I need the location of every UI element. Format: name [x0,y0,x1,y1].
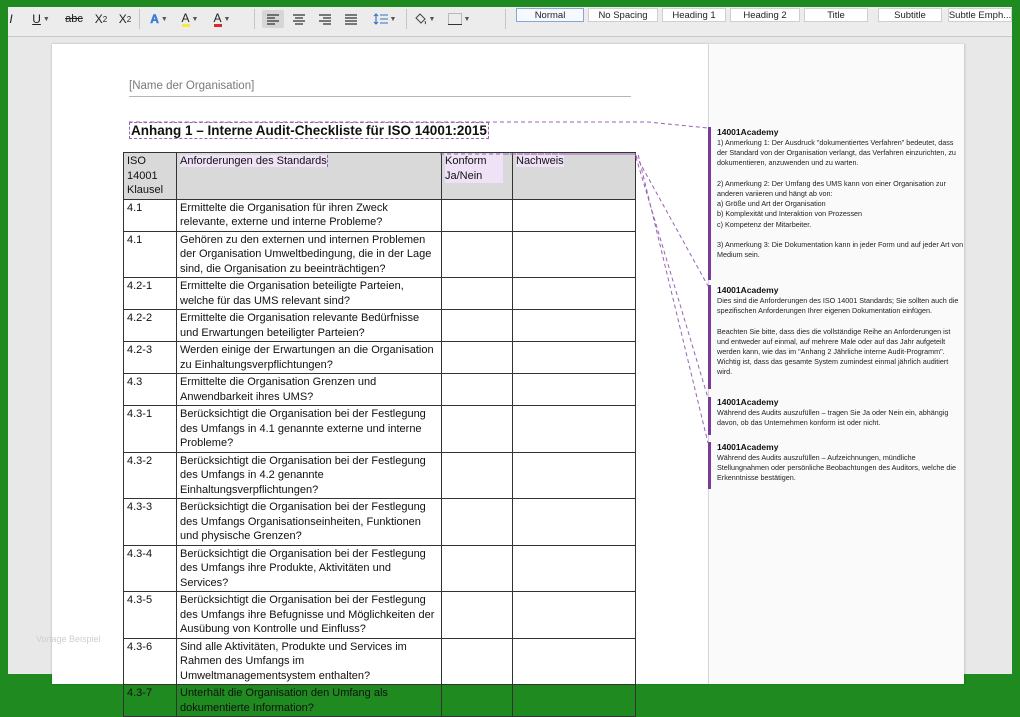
underline-button[interactable] [28,10,54,28]
style-heading-1[interactable]: Heading 1 [662,8,726,22]
cell-clause[interactable]: 4.3-3 [124,499,177,546]
cell-conform[interactable] [442,310,513,342]
formatting-ribbon [8,7,1012,37]
table-row [124,199,636,231]
align-right-button[interactable] [314,10,336,28]
cell-conform[interactable] [442,638,513,685]
cell-evidence[interactable] [513,406,636,453]
highlight-button[interactable] [176,10,204,28]
cell-conform[interactable] [442,545,513,592]
comment-author: 14001Academy [717,285,779,295]
cell-requirement[interactable]: Berücksichtigt die Organisation bei der Festlegung des Umfangs Organisationseinheiten, Funktionen und physische Grenzen? [177,499,442,546]
header-clause[interactable]: ISO 14001 Klausel [124,153,177,200]
style-title[interactable]: Title [804,8,868,22]
cell-evidence[interactable] [513,499,636,546]
chevron-down-icon[interactable]: ▼ [42,15,50,23]
cell-evidence[interactable] [513,592,636,639]
superscript-mark: 2 [126,14,132,24]
cell-evidence[interactable] [513,545,636,592]
ribbon-divider [139,9,140,29]
commented-title-text[interactable]: Anhang 1 – Interne Audit-Checkliste für ISO 14001:2015 [131,123,487,138]
cell-evidence[interactable] [513,685,636,717]
text-effects-button[interactable] [145,10,173,28]
font-color-icon: A [213,10,222,25]
cell-requirement[interactable]: Berücksichtigt die Organisation bei der Festlegung des Umfangs ihre Befugnisse und Möglichkeiten der Ausübung von Kontrolle und Einfluss? [177,592,442,639]
cell-evidence[interactable] [513,231,636,278]
align-center-button[interactable] [288,10,310,28]
cell-requirement[interactable]: Unterhält die Organisation den Umfang als dokumentierte Information? [177,685,442,717]
style-normal[interactable]: Normal [516,8,584,22]
header-requirements[interactable] [177,153,442,200]
cell-evidence[interactable] [513,638,636,685]
chevron-down-icon[interactable]: ▼ [428,15,436,23]
cell-evidence[interactable] [513,374,636,406]
table-row [124,278,636,310]
table-row [124,374,636,406]
comment-balloon[interactable] [708,397,964,435]
cell-clause[interactable]: 4.2-3 [124,342,177,374]
justify-button[interactable] [340,10,362,28]
cell-requirement[interactable]: Werden einige der Erwartungen an die Organisation zu Einhaltungsverpflichtungen? [177,342,442,374]
cell-clause[interactable]: 4.3-4 [124,545,177,592]
cell-requirement[interactable]: Ermittelte die Organisation Grenzen und Anwendbarkeit ihres UMS? [177,374,442,406]
style-subtle-emphasis[interactable]: Subtle Emph... [948,9,1012,21]
cell-requirement[interactable]: Gehören zu den externen und internen Problemen der Organisation Umweltbedingung, die in der Lage sind, die Organisation zu beeinträchtigen? [177,231,442,278]
chevron-down-icon[interactable]: ▼ [223,15,231,23]
cell-conform[interactable] [442,406,513,453]
document-page[interactable] [52,44,708,714]
shading-button[interactable] [410,10,438,28]
subscript-mark: 2 [102,14,108,24]
cell-evidence[interactable] [513,310,636,342]
cell-clause[interactable]: 4.3 [124,374,177,406]
ribbon-divider [406,9,407,29]
cell-evidence[interactable] [513,278,636,310]
borders-button[interactable] [444,10,474,28]
document-title[interactable] [129,123,489,138]
italic-button[interactable]: I [9,12,13,26]
style-heading-2[interactable]: Heading 2 [730,8,800,22]
align-left-button[interactable] [262,10,284,28]
justify-icon [345,14,357,24]
chevron-down-icon[interactable]: ▼ [191,15,199,23]
ribbon-divider [254,9,255,29]
organization-name-placeholder[interactable]: [Name der Organisation] [129,80,631,97]
cell-conform[interactable] [442,685,513,717]
table-row [124,231,636,278]
align-right-icon [319,14,331,24]
header-evidence[interactable] [513,153,636,200]
cell-requirement[interactable]: Ermittelte die Organisation relevante Bedürfnisse und Erwartungen beteiligter Parteien? [177,310,442,342]
cell-conform[interactable] [442,278,513,310]
comment-author: 14001Academy [717,397,779,407]
chevron-down-icon[interactable]: ▼ [463,15,471,23]
comment-balloon[interactable] [708,442,964,489]
style-subtitle[interactable]: Subtitle [878,8,942,22]
cell-clause[interactable]: 4.3-1 [124,406,177,453]
comment-text: 1) Anmerkung 1: Der Ausdruck "dokumentiertes Verfahren" bedeutet, dass der Standard von der Organisation verlangt, das Verfahren einzurichten, zu dokumentieren, anzuwenden und zu warten. 2) Anmerkung 2: Der Umfang des UMS kann von einer Organisation zur anderen variieren und hängt ab von: a) Größe und Art der Organisation b) Komplexität und Interaktion von Prozessen c) Kompetenz der Mitarbeiter. 3) Anmerkung 3: Die Dokumentation kann in jeder Form und auf jeder Art von Medium sein. [717,138,964,260]
cell-requirement[interactable]: Berücksichtigt die Organisation bei der Festlegung des Umfangs ihre Produkte, Aktivitäten und Services? [177,545,442,592]
cell-requirement[interactable]: Berücksichtigt die Organisation bei der Festlegung des Umfangs in 4.2 genannte Einhaltungsverpflichtungen? [177,452,442,499]
cell-clause[interactable]: 4.1 [124,199,177,231]
comment-balloon[interactable] [708,127,964,280]
cell-clause[interactable]: 4.3-5 [124,592,177,639]
table-row [124,310,636,342]
table-row [124,499,636,546]
table-row [124,638,636,685]
cell-evidence[interactable] [513,342,636,374]
comment-author: 14001Academy [717,442,779,452]
cell-clause[interactable]: 4.3-2 [124,452,177,499]
table-row [124,452,636,499]
table-body [124,199,636,717]
word-window [8,7,1012,714]
subscript-label: X [94,12,103,26]
style-no-spacing[interactable]: No Spacing [588,8,658,22]
cell-clause[interactable]: 4.3-7 [124,685,177,717]
cell-conform[interactable] [442,592,513,639]
cell-conform[interactable] [442,342,513,374]
subscript-button[interactable] [90,10,112,28]
cell-clause[interactable]: 4.2-1 [124,278,177,310]
superscript-label: X [118,12,127,26]
comment-text: Während des Audits auszufüllen – tragen Sie Ja oder Nein ein, abhängig davon, ob das Unternehmen konform ist oder nicht. [717,408,949,428]
cell-conform[interactable] [442,374,513,406]
table-row [124,545,636,592]
cell-evidence[interactable] [513,452,636,499]
font-color-button[interactable] [208,10,236,28]
line-spacing-icon [374,13,388,25]
ribbon-divider [505,9,506,29]
comment-text: Dies sind die Anforderungen des ISO 14001 Standards; Sie sollten auch die spezifischen Anforderungen Ihrer eigenen Dokumentation einfügen. Beachten Sie bitte, dass dies die vollständige Reihe an Anforderungen ist und entweder auf einmal, auf mehrere Male oder auf das Jahr aufgeteilt werden kann, wie das im "Anhang 2 Jährliche interne Audit-Programm". Wichtig ist, dass das gesamte System zumindest einmal jährlich auditiert wird. [717,296,959,377]
superscript-button[interactable] [114,10,136,28]
cell-conform[interactable] [442,231,513,278]
align-center-icon [293,14,305,24]
strikethrough-button[interactable]: abc [65,13,83,25]
paint-bucket-icon [413,13,427,25]
header-conform[interactable] [442,153,513,200]
cell-conform[interactable] [442,199,513,231]
cell-requirement[interactable]: Sind alle Aktivitäten, Produkte und Services im Rahmen des Umfangs im Umweltmanagementsystem enthalten? [177,638,442,685]
highlighter-icon: A [181,10,190,25]
comment-balloon[interactable] [708,285,964,389]
cell-requirement[interactable]: Berücksichtigt die Organisation bei der Festlegung des Umfangs in 4.1 genannte externe und interne Probleme? [177,406,442,453]
commented-header-text[interactable]: Anforderungen des Standards [180,155,327,167]
chevron-down-icon[interactable]: ▼ [389,15,397,23]
comment-text: Während des Audits auszufüllen – Aufzeichnungen, mündliche Stellungnahmen oder persönliche Beobachtungen des Auditors, welche die Erkenntnisse bestätigen. [717,453,956,483]
table-row [124,685,636,717]
chevron-down-icon[interactable]: ▼ [160,15,168,23]
table-row [124,342,636,374]
cell-clause[interactable]: 4.1 [124,231,177,278]
table-header-row [124,153,636,200]
cell-requirement[interactable]: Ermittelte die Organisation für ihren Zweck relevante, externe und interne Probleme? [177,199,442,231]
table-row [124,406,636,453]
borders-icon [448,13,462,25]
watermark: Vorlage Beispiel [36,634,101,644]
audit-checklist-table [123,152,636,717]
cell-clause[interactable]: 4.2-2 [124,310,177,342]
comment-author: 14001Academy [717,127,779,137]
table-row [124,592,636,639]
cell-clause[interactable]: 4.3-6 [124,638,177,685]
commented-header-text[interactable]: Konform Ja/Nein [445,154,503,183]
commented-header-text[interactable]: Nachweis [516,155,564,167]
line-spacing-button[interactable] [370,10,400,28]
cell-conform[interactable] [442,452,513,499]
align-left-icon [267,14,279,24]
cell-evidence[interactable] [513,199,636,231]
cell-requirement[interactable]: Ermittelte die Organisation beteiligte Parteien, welche für das UMS relevant sind? [177,278,442,310]
cell-conform[interactable] [442,499,513,546]
underline-label: U [32,12,41,26]
text-effects-icon: A [150,12,159,26]
